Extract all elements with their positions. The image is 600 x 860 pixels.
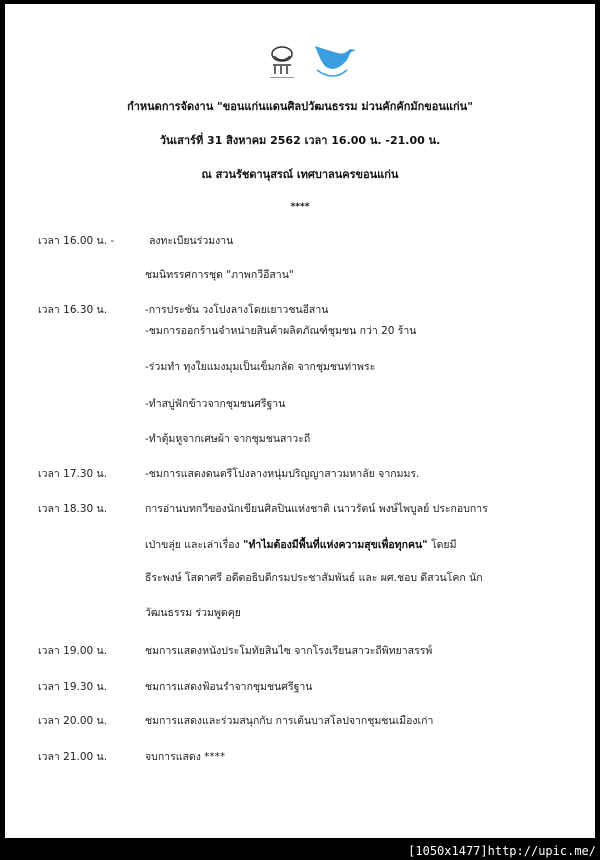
schedule-activity: -ชมการแสดงดนตรีโปงลางหนุ่มปริญญาสาวมหาลัย จากมมร. — [145, 468, 420, 480]
schedule-time: เวลา 19.00 น. — [38, 645, 108, 657]
schedule-activity: ชมการแสดงฟ้อนรำจากชุมชนศรีฐาน — [145, 681, 313, 693]
activity-text: โดยมี — [430, 539, 457, 551]
schedule-activity: วัฒนธรรม ร่วมพูดคุย — [145, 607, 241, 619]
dove-logo-icon — [311, 42, 357, 84]
event-title: กำหนดการจัดงาน "ขอนแก่นแดนศิลปวัฒนธรรม ม่วนคักคักมักขอนแก่น" — [127, 100, 473, 113]
schedule-activity: -ร่วมทำ ทุงใยแมงมุมเป็นเข็มกลัด จากชุมชนท่าพระ — [145, 361, 376, 373]
schedule-activity: -ชมการออกร้านจำหน่ายสินค้าผลิตภัณฑ์ชุมชน กว่า 20 ร้าน — [145, 325, 417, 337]
separator: **** — [290, 202, 310, 212]
document-page — [5, 4, 595, 838]
schedule-activity: ชมนิทรรศการชุด "ภาพกวีอีสาน" — [145, 269, 294, 281]
schedule-activity: จบการแสดง **** — [145, 751, 226, 763]
schedule-activity: -ทำสบู่ฟักข้าวจากชุมชนศรีฐาน — [145, 398, 286, 410]
schedule-activity: -ทำตุ้มหูจากเศษผ้า จากชุมชนสาวะถี — [145, 433, 311, 445]
schedule-activity: ชมการแสดงและร่วมสนุกกับ การเต้นบาสโลปจากชุมชนเมืองเก่า — [145, 715, 434, 727]
activity-text: เป่าขลุ่ย และเล่าเรื่อง — [145, 539, 240, 551]
talk-title: "ทำไมต้องมีพื้นที่แห่งความสุขเพื่อทุกคน" — [243, 539, 428, 551]
schedule-activity: การอ่านบทกวีของนักเขียนศิลปินแห่งชาติ เนาวรัตน์ พงษ์ไพบูลย์ ประกอบการ — [145, 503, 488, 515]
schedule-activity: ธีระพงษ์ โสดาศรี อดีตอธิบดีกรมประชาสัมพันธ์ และ ผศ.ชอบ ดีสวนโคก นัก — [145, 572, 483, 584]
schedule-activity: ลงทะเบียนร่วมงาน — [149, 235, 234, 247]
schedule-time: เวลา 21.00 น. — [38, 751, 108, 763]
schedule-time: เวลา 18.30 น. — [38, 503, 108, 515]
schedule-time: เวลา 16.30 น. — [38, 304, 108, 316]
schedule-activity: ชมการแสดงหนังประโมทัยสินไซ จากโรงเรียนสาวะถีพิทยาสรรพ์ — [145, 645, 433, 657]
schedule-time: เวลา 16.00 น. - — [38, 235, 115, 247]
schedule-time: เวลา 20.00 น. — [38, 715, 108, 727]
event-date: วันเสาร์ที่ 31 สิงหาคม 2562 เวลา 16.00 น. -21.00 น. — [159, 134, 441, 147]
schedule-time: เวลา 17.30 น. — [38, 468, 108, 480]
schedule-activity: -การประชัน วงโปงลางโดยเยาวชนอีสาน — [145, 304, 329, 316]
image-host-watermark: [1050x1477]http://upic.me/ — [408, 844, 596, 858]
emblem-logo-icon — [267, 44, 297, 80]
schedule-activity — [145, 538, 457, 552]
event-venue: ณ สวนรัชดานุสรณ์ เทศบาลนครขอนแก่น — [201, 168, 399, 181]
schedule-time: เวลา 19.30 น. — [38, 681, 108, 693]
